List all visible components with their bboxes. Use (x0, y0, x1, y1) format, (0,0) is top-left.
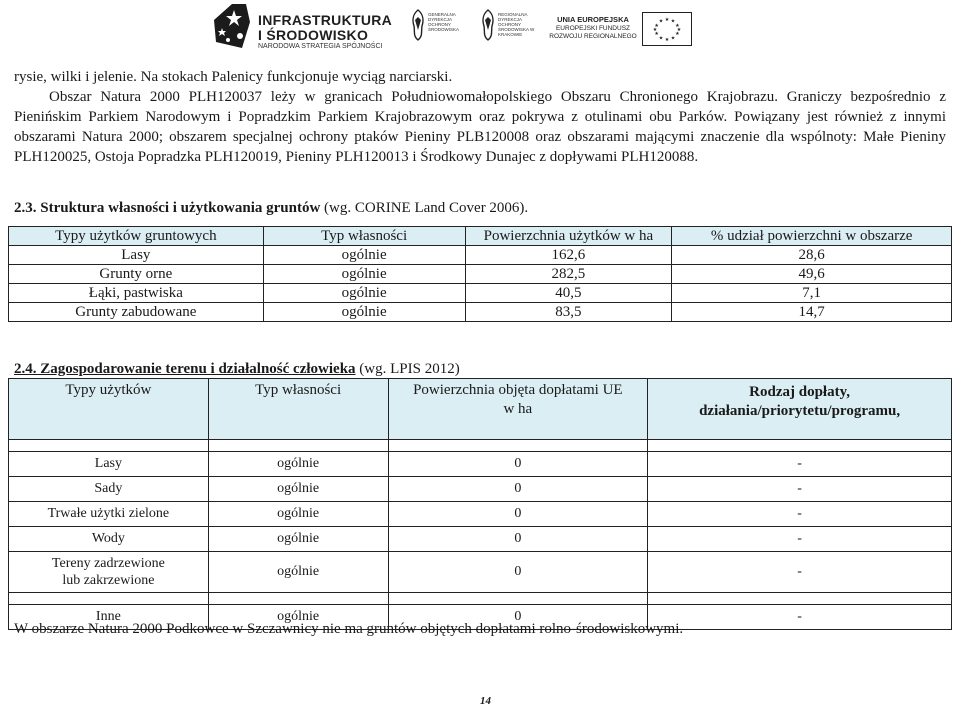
table-cell: 0 (388, 605, 648, 630)
table-cell: 40,5 (465, 284, 672, 303)
column-header: Typ własności (263, 227, 465, 246)
gdos-logo (410, 8, 470, 48)
seal1-text: GENERALNA DYREKCJA OCHRONY ŚRODOWISKA (428, 12, 460, 32)
logo-line-2: I ŚRODOWISKO (258, 27, 369, 43)
table-cell: Lasy (9, 452, 209, 477)
table-cell: ogólnie (208, 552, 388, 593)
table-row (9, 303, 952, 322)
table-cell: ogólnie (208, 502, 388, 527)
table-cell: Trwałe użytki zielone (9, 502, 209, 527)
footer-note: W obszarze Natura 2000 Podkowce w Szczawnicy nie ma gruntów objętych dopłatami rolno-środowiskowymi. (14, 621, 684, 637)
section-2-3-title: 2.3. Struktura własności i użytkowania gruntów (14, 200, 321, 216)
table-cell: 14,7 (672, 303, 952, 322)
table-cell: Wody (9, 527, 209, 552)
table-header-row (9, 379, 952, 440)
table-cell: - (648, 527, 952, 552)
header-area-line1: Powierzchnia objęta dopłatami UE (413, 382, 623, 398)
page-header (0, 0, 960, 56)
table-cell: 7,1 (672, 284, 952, 303)
eagle-seal-icon (410, 8, 426, 42)
column-header: Typy użytków gruntowych (9, 227, 264, 246)
land-use-table (8, 226, 952, 322)
table-cell: Grunty zabudowane (9, 303, 264, 322)
table-cell: ogólnie (263, 284, 465, 303)
table-cell: 0 (388, 552, 648, 593)
table-row (9, 284, 952, 303)
eu-line-1: UNIA EUROPEJSKA (557, 15, 629, 24)
svg-text:★: ★ (654, 31, 659, 37)
cell-line1: Tereny zadrzewione (51, 556, 165, 571)
table-cell: ogólnie (208, 477, 388, 502)
table-cell: - (648, 452, 952, 477)
column-header-owner: Typ własności (208, 379, 388, 440)
infrastruktura-srodowisko-logo (212, 2, 393, 54)
table-cell: Grunty orne (9, 265, 264, 284)
table-row (9, 552, 952, 593)
eu-subsidy-table (8, 378, 952, 630)
table-cell: - (648, 477, 952, 502)
svg-text:★: ★ (658, 18, 664, 25)
section-2-3-source: (wg. CORINE Land Cover 2006). (320, 200, 529, 216)
svg-text:★: ★ (654, 23, 659, 29)
header-kind-line1: Rodzaj dopłaty, (749, 384, 851, 400)
rdos-logo (480, 8, 540, 48)
table-cell: ogólnie (208, 452, 388, 477)
logo-line-3: NARODOWA STRATEGIA SPÓJNOŚCI (258, 43, 383, 50)
logo-line-1: INFRASTRUKTURA (258, 12, 393, 28)
table-cell: 162,6 (465, 246, 672, 265)
table-cell: 0 (388, 452, 648, 477)
table-row (9, 246, 952, 265)
spacer-row (9, 593, 952, 605)
star-emblem-icon (212, 2, 252, 50)
section-2-4-source: (wg. LPIS 2012) (355, 361, 460, 377)
eu-line-3: ROZWOJU REGIONALNEGO (549, 33, 637, 40)
column-header-area (388, 379, 648, 440)
table-cell: ogólnie (263, 265, 465, 284)
header-kind-line2: działania/priorytetu/programu, (699, 403, 901, 419)
svg-text:★: ★ (664, 37, 670, 43)
table-cell (9, 552, 209, 593)
svg-text:★: ★ (670, 18, 676, 25)
eu-text (548, 16, 638, 41)
table-cell: Inne (9, 605, 209, 630)
table-cell: - (648, 502, 952, 527)
eu-flag-icon (642, 12, 692, 46)
section-2-4-title: 2.4. Zagospodarowanie terenu i działalność człowieka (14, 361, 356, 377)
table-cell: - (648, 552, 952, 593)
table-cell: 83,5 (465, 303, 672, 322)
spacer-row (9, 440, 952, 452)
eu-logo (548, 8, 693, 48)
table-row (9, 477, 952, 502)
table-cell: ogólnie (208, 605, 388, 630)
header-area-line2: w ha (503, 401, 533, 417)
column-header: Powierzchnia użytków w ha (465, 227, 672, 246)
svg-text:★: ★ (676, 27, 682, 33)
table-cell: ogólnie (208, 527, 388, 552)
section-2-3-heading (14, 198, 528, 218)
page-number: 14 (480, 695, 491, 707)
svg-text:★: ★ (652, 27, 658, 33)
table-cell: 28,6 (672, 246, 952, 265)
table-row (9, 527, 952, 552)
table-cell: ogólnie (263, 246, 465, 265)
seal2-text: REGIONALNA DYREKCJA OCHRONY ŚRODOWISKA W KRAKOWIE (498, 12, 535, 37)
section-2-4-heading (14, 359, 460, 379)
table-cell: 49,6 (672, 265, 952, 284)
eagle-seal-icon (480, 8, 496, 42)
svg-text:★: ★ (664, 17, 670, 23)
paragraph-1: rysie, wilki i jelenie. Na stokach Palenicy funkcjonuje wyciąg narciarski. (14, 69, 453, 85)
table-cell: 0 (388, 502, 648, 527)
table-cell: Łąki, pastwiska (9, 284, 264, 303)
table-cell: - (648, 605, 952, 630)
cell-line2: lub zakrzewione (62, 573, 155, 588)
column-header-type: Typy użytków (9, 379, 209, 440)
table-cell: 0 (388, 477, 648, 502)
column-header: % udział powierzchni w obszarze (672, 227, 952, 246)
column-header-kind (648, 379, 952, 440)
table-cell: Lasy (9, 246, 264, 265)
svg-text:★: ★ (675, 31, 680, 37)
table-header-row (9, 227, 952, 246)
paragraph-2 (14, 87, 946, 167)
eu-line-2: EUROPEJSKI FUNDUSZ (555, 25, 631, 32)
table-row (9, 502, 952, 527)
table-row (9, 265, 952, 284)
svg-text:★: ★ (675, 23, 680, 29)
svg-text:★: ★ (658, 35, 664, 42)
table-cell: 0 (388, 527, 648, 552)
table-row (9, 452, 952, 477)
paragraph-2-text: Obszar Natura 2000 PLH120037 leży w granicach Południowomałopolskiego Obszaru Chronionego Krajobrazu. Graniczy bezpośrednio z Pienińskim Parkiem Narodowym i Popradzkim Parkiem Krajobrazowym oraz pokrywa z otulinami obu Parków. Powiązany jest również z innymi obszarami Natura 2000; obszarem specjalnej ochrony ptaków Pieniny PLB120008 oraz obszarami mającymi znaczenie dla wspólnoty: Małe Pieniny PLH120025, Ostoja Popradzka PLH120019, Pieniny PLH120013 i Środkowy Dunajec z dopływami PLH120088. (14, 89, 946, 165)
table-cell: Sady (9, 477, 209, 502)
table-cell: 282,5 (465, 265, 672, 284)
svg-text:★: ★ (670, 35, 676, 42)
table-cell: ogólnie (263, 303, 465, 322)
